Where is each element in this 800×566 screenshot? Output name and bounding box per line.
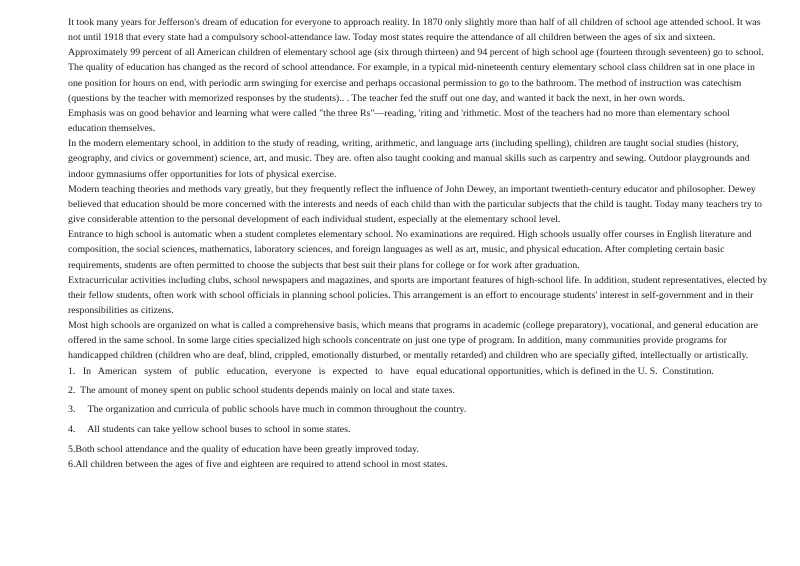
statement-2 bbox=[68, 383, 768, 398]
statement-number: 1. bbox=[68, 365, 76, 377]
passage-paragraph-5: Modern teaching theories and methods vary greatly, but they frequently reflect the influence of John Dewey, an important twentieth-century educator and philosopher. Dewey believed that education should be more concerned with the interests and needs of each child than with the particular subjects that the child is taught. Today many teachers try to give considerable attention to the personal development of each individual student, especially at the elementary school level. bbox=[68, 183, 762, 226]
document-page bbox=[68, 15, 768, 473]
statement-5 bbox=[68, 442, 768, 457]
statement-1 bbox=[68, 364, 768, 379]
passage-paragraph-2: The quality of education has changed as the record of school attendance. For example, in a typical mid-nineteenth century elementary school class children sat in one place in one position for hours on end, with periodic arm swinging for exercise and perhaps occasional permission to go to the bathroom. The method of instruction was catechism (questions by the teacher with memorized responses by the students).. . The teacher fed the stuff out one day, and wanted it back the next, in her own words. bbox=[68, 62, 755, 104]
statement-list bbox=[68, 364, 768, 473]
statement-number: 6. bbox=[68, 459, 76, 471]
passage-paragraph-6: Entrance to high school is automatic when a student completes elementary school. No examinations are required. High schools usually offer courses in English literature and composition, the social sciences, mathematics, laboratory sciences, and foreign languages as well as art, music, and physical education. After completing certain basic requirements, students are often permitted to choose the subjects that best suit their plans for college or for work after graduation. bbox=[68, 229, 752, 271]
statement-3 bbox=[68, 402, 768, 417]
passage-paragraph-4: In the modern elementary school, in addition to the study of reading, writing, arithmetic, and language arts (including spelling), children are taught social studies (history, geography, and civics or government) science, art, and music. They are. often also taught cooking and manual skills such as carpentry and sewing. Outdoor playgrounds and indoor gymnasiums offer opportunities for lots of physical exercise. bbox=[68, 138, 750, 180]
passage-paragraph-1: It took many years for Jefferson's dream of education for everyone to approach reality. In 1870 only slightly more than half of all children of school age attended school. It was not until 1918 that every state had a compulsory school-attendance law. Today most states require the attendance of all children between the ages of six and sixteen. Approximately 99 percent of all American children of elementary school age (six through thirteen) and 94 percent of high school age (fourteen through seventeen) go to school. bbox=[68, 17, 764, 59]
statement-text: All students can take yellow school buses to school in some states. bbox=[75, 424, 351, 436]
statement-6 bbox=[68, 457, 768, 472]
statement-text: The amount of money spent on public school students depends mainly on local and state taxes. bbox=[75, 384, 455, 396]
passage-paragraph-3: Emphasis was on good behavior and learning what were called "the three Rs"—reading, 'riting and 'rithmetic. Most of the teachers had no more than elementary school education themselves. bbox=[68, 107, 730, 135]
statement-text: In American system of public education, everyone is expected to have equal educational opportunities, which is defined in the U. S. Constitution. bbox=[75, 365, 714, 377]
passage-paragraph-8: Most high schools are organized on what is called a comprehensive basis, which means that programs in academic (college preparatory), vocational, and general education are offered in the same school. In some large cities specialized high schools concentrate on just one type of program. In addition, many communities provide programs for handicapped children (children who are deaf, blind, crippled, emotionally disturbed, or mentally retarded) and children who are specially gifted, intellectually or artistically. bbox=[68, 320, 758, 362]
statement-text: All children between the ages of five and eighteen are required to attend school in most states. bbox=[75, 459, 448, 471]
statement-4 bbox=[68, 422, 768, 437]
statement-number: 2. bbox=[68, 384, 76, 396]
statement-text: The organization and curricula of public schools have much in common throughout the country. bbox=[75, 403, 467, 415]
statement-number: 5. bbox=[68, 444, 76, 456]
reading-passage bbox=[68, 15, 768, 364]
passage-paragraph-7: Extracurricular activities including clubs, school newspapers and magazines, and sports are important features of high-school life. In addition, student representatives, elected by their fellow students, often work with school officials in planning school policies. This arrangement is an effort to encourage students' interest in self-government and in their responsibilities as citizens. bbox=[68, 274, 768, 316]
statement-text: Both school attendance and the quality of education have been greatly improved today. bbox=[75, 444, 419, 456]
statement-number: 4. bbox=[68, 424, 76, 436]
statement-number: 3. bbox=[68, 403, 76, 415]
